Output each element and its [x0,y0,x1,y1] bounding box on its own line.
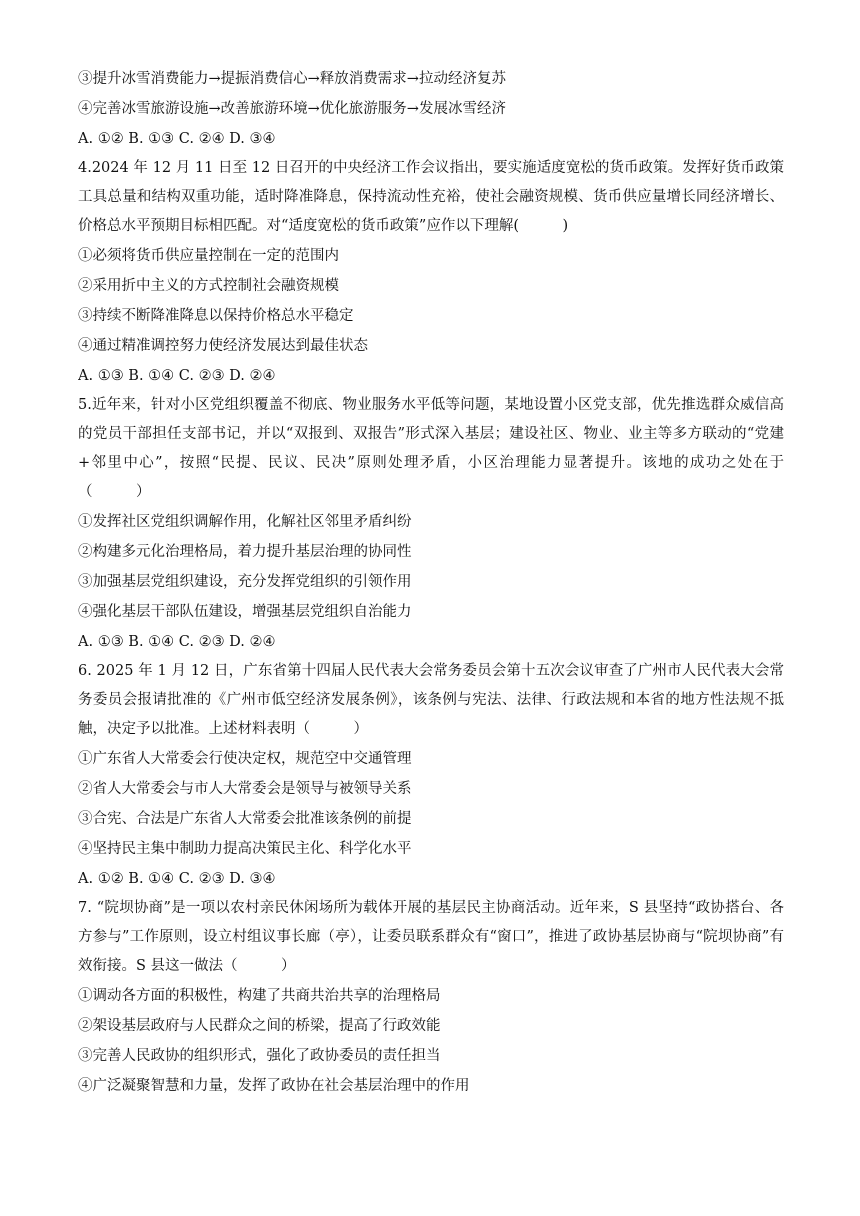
q7-option-2: ②架设基层政府与人民群众之间的桥梁，提高了行政效能 [78,1018,441,1034]
q3-answer-choices: A. ①② B. ①③ C. ②④ D. ③④ [78,131,276,147]
q5-option-1: ①发挥社区党组织调解作用，化解社区邻里矛盾纠纷 [78,514,412,530]
q4-option-4: ④通过精准调控努力使经济发展达到最佳状态 [78,338,368,354]
question-6 [78,657,784,894]
q4-option-1: ①必须将货币供应量控制在一定的范围内 [78,248,339,264]
q4-option-2: ②采用折中主义的方式控制社会融资规模 [78,278,339,294]
question-5 [78,391,784,657]
q7-option-3: ③完善人民政协的组织形式，强化了政协委员的责任担当 [78,1048,441,1064]
q7-option-1: ①调动各方面的积极性，构建了共商共治共享的治理格局 [78,988,441,1004]
q6-option-4: ④坚持民主集中制助力提高决策民主化、科学化水平 [78,841,412,857]
q5-option-3: ③加强基层党组织建设，充分发挥党组织的引领作用 [78,574,412,590]
q6-stem: 6. 2025 年 1 月 12 日，广东省第十四届人民代表大会常务委员会第十五次会议审查了广州市人民代表大会常务委员会报请批准的《广州市低空经济发展条例》，该条例与宪法、法律、行政法规和本省的地方性法规不抵触，决定予以批准。上述材料表明（ ） [78,663,784,737]
q3-option-4: ④完善冰雪旅游设施→改善旅游环境→优化旅游服务→发展冰雪经济 [78,101,506,117]
q5-option-4: ④强化基层干部队伍建设，增强基层党组织自治能力 [78,604,412,620]
q5-stem: 5.近年来，针对小区党组织覆盖不彻底、物业服务水平低等问题，某地设置小区党支部，优先推选群众威信高的党员干部担任支部书记，并以“双报到、双报告”形式深入基层；建设社区、物业、业主等多方联动的“党建+邻里中心”，按照“民提、民议、民决”原则处理矛盾，小区治理能力显著提升。该地的成功之处在于（ ） [78,397,784,500]
question-4 [78,154,784,391]
q4-option-3: ③持续不断降准降息以保持价格总水平稳定 [78,308,354,324]
q7-stem: 7. “院坝协商”是一项以农村亲民休闲场所为载体开展的基层民主协商活动。近年来，S 县坚持“政协搭台、各方参与”工作原则，设立村组议事长廊（亭），让委员联系群众有“窗口”，推进了政协基层协商与“院坝协商”有效衔接。S 县这一做法（ ） [78,900,784,974]
q5-option-2: ②构建多元化治理格局，着力提升基层治理的协同性 [78,544,412,560]
q4-answer-choices: A. ①③ B. ①④ C. ②③ D. ②④ [78,368,276,384]
q5-answer-choices: A. ①③ B. ①④ C. ②③ D. ②④ [78,634,276,650]
question-3-tail [78,64,784,154]
q6-option-3: ③合宪、合法是广东省人大常委会批准该条例的前提 [78,811,412,827]
q3-option-3: ③提升冰雪消费能力→提振消费信心→释放消费需求→拉动经济复苏 [78,71,506,87]
q6-option-1: ①广东省人大常委会行使决定权，规范空中交通管理 [78,751,412,767]
q6-answer-choices: A. ①② B. ①④ C. ②③ D. ③④ [78,871,276,887]
q7-option-4: ④广泛凝聚智慧和力量，发挥了政协在社会基层治理中的作用 [78,1078,470,1094]
q6-option-2: ②省人大常委会与市人大常委会是领导与被领导关系 [78,781,412,797]
exam-page [78,64,784,1101]
q4-stem: 4.2024 年 12 月 11 日至 12 日召开的中央经济工作会议指出，要实施适度宽松的货币政策。发挥好货币政策工具总量和结构双重功能，适时降准降息，保持流动性充裕，使社会融资规模、货币供应量增长同经济增长、价格总水平预期目标相匹配。对“适度宽松的货币政策”应作以下理解( ) [78,160,784,234]
question-7 [78,894,784,1101]
